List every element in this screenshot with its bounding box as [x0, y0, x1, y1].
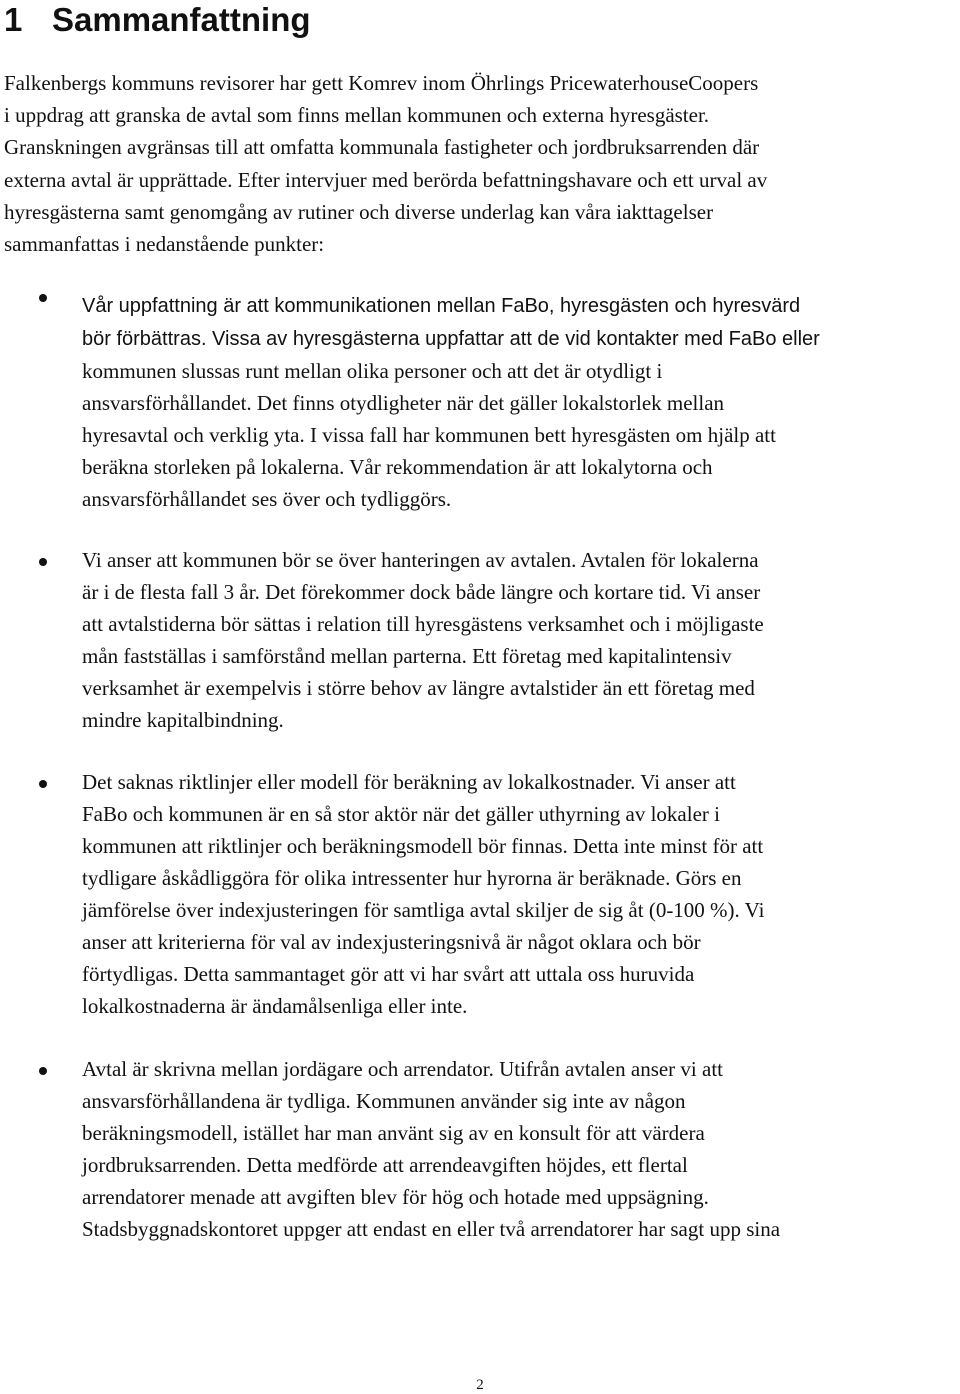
- bullet-line: verksamhet är exempelvis i större behov av längre avtalstider än ett företag med: [82, 676, 755, 700]
- bullet-line: förtydligas. Detta sammantaget gör att vi har svårt att uttala oss huruvida: [82, 962, 695, 986]
- bullet-line: anser att kriterierna för val av indexjusteringsnivå är något oklara och bör: [82, 930, 701, 954]
- bullet-line: jämförelse över indexjusteringen för samtliga avtal skiljer de sig åt (0-100 %). Vi: [82, 898, 765, 922]
- bullet-dot-icon: [39, 558, 47, 566]
- intro-line: sammanfattas i nedanstående punkter:: [4, 232, 325, 257]
- section-title: Sammanfattning: [52, 1, 311, 38]
- bullet-line: mindre kapitalbindning.: [82, 708, 284, 732]
- bullet-line: tydligare åskådliggöra för olika intressenter hur hyrorna är beräknade. Görs en: [82, 866, 742, 890]
- intro-line: Efter intervjuer med berörda befattningshavare och ett urval av: [237, 167, 768, 192]
- bullet-line: att avtalstiderna bör sättas i relation till hyresgästens verksamhet och i möjligaste: [82, 612, 764, 636]
- bullet-line: ansvarsförhållandena är tydliga. Kommunen använder sig inte av någon: [82, 1089, 686, 1113]
- bullet-line: Vår uppfattning är att kommunikationen mellan FaBo, hyresgästen och hyresvärd: [82, 295, 801, 317]
- intro-line: i uppdrag att granska de avtal som finns mellan kommunen och externa hyresgäster.: [4, 103, 710, 128]
- bullet-line: hyresavtal och verklig yta. I vissa fall har kommunen bett hyresgästen om hjälp att: [82, 423, 776, 447]
- bullet-paragraph-2: [82, 544, 960, 736]
- section-heading: [4, 0, 311, 40]
- bullet-line: är i de flesta fall 3 år. Det förekommer dock både längre och kortare tid. Vi anser: [82, 580, 761, 604]
- bullet-line: Avtal är skrivna mellan jordägare och arrendator. Utifrån avtalen anser vi att: [82, 1057, 724, 1081]
- bullet-dot-icon: [39, 294, 47, 302]
- bullet-line: Vi anser att kommunen bör se över hanteringen av avtalen. Avtalen för lokalerna: [82, 548, 759, 572]
- bullet-paragraph-4: [82, 1053, 960, 1245]
- bullet-line: bör förbättras. Vissa av hyresgästerna uppfattar att de vid kontakter med FaBo eller: [82, 328, 820, 350]
- bullet-dot-icon: [39, 1067, 47, 1075]
- bullet-paragraph-3: [82, 766, 960, 1022]
- bullet-line: arrendatorer menade att avgiften blev för hög och hotade med uppsägning.: [82, 1185, 709, 1209]
- bullet-line: Det saknas riktlinjer eller modell för beräkning av lokalkostnader. Vi anser att: [82, 770, 736, 794]
- intro-paragraph: [4, 67, 960, 260]
- bullet-line: beräkna storleken på lokalerna. Vår rekommendation är att lokalytorna och: [82, 455, 713, 479]
- bullet-line: ansvarsförhållandet ses över och tydliggörs.: [82, 487, 452, 511]
- bullet-line: mån fastställas i samförstånd mellan parterna. Ett företag med kapitalintensiv: [82, 644, 732, 668]
- page-number: 2: [476, 1377, 484, 1393]
- bullet-line: kommunen att riktlinjer och beräkningsmodell bör finnas. Detta inte minst för att: [82, 834, 764, 858]
- bullet-line: lokalkostnaderna är ändamålsenliga eller inte.: [82, 994, 468, 1018]
- bullet-line: beräkningsmodell, istället har man använt sig av en konsult för att värdera: [82, 1121, 705, 1145]
- bullet-line: jordbruksarrenden. Detta medförde att arrendeavgiften höjdes, ett flertal: [82, 1153, 688, 1177]
- intro-line: Granskningen avgränsas till att omfatta kommunala fastigheter och jordbruksarrenden där: [4, 135, 760, 160]
- bullet-dot-icon: [39, 780, 47, 788]
- bullet-line: kommunen slussas runt mellan olika personer och att det är otydligt i: [82, 359, 663, 383]
- bullet-line: Stadsbyggnadskontoret uppger att endast en eller två arrendatorer har sagt upp sina: [82, 1217, 781, 1241]
- bullet-line: FaBo och kommunen är en så stor aktör när det gäller uthyrning av lokaler i: [82, 802, 720, 826]
- intro-line: Falkenbergs kommuns revisorer har gett Komrev inom Öhrlings PricewaterhouseCoopers: [4, 71, 759, 95]
- bullet-paragraph-1: [82, 290, 960, 515]
- bullet-line: ansvarsförhållandet. Det finns otydligheter när det gäller lokalstorlek mellan: [82, 391, 725, 415]
- intro-line: hyresgästerna samt genomgång av rutiner och diverse underlag kan våra iakttagelser: [4, 199, 714, 224]
- intro-line: externa avtal är upprättade.: [4, 167, 233, 192]
- section-number: 1: [4, 1, 23, 38]
